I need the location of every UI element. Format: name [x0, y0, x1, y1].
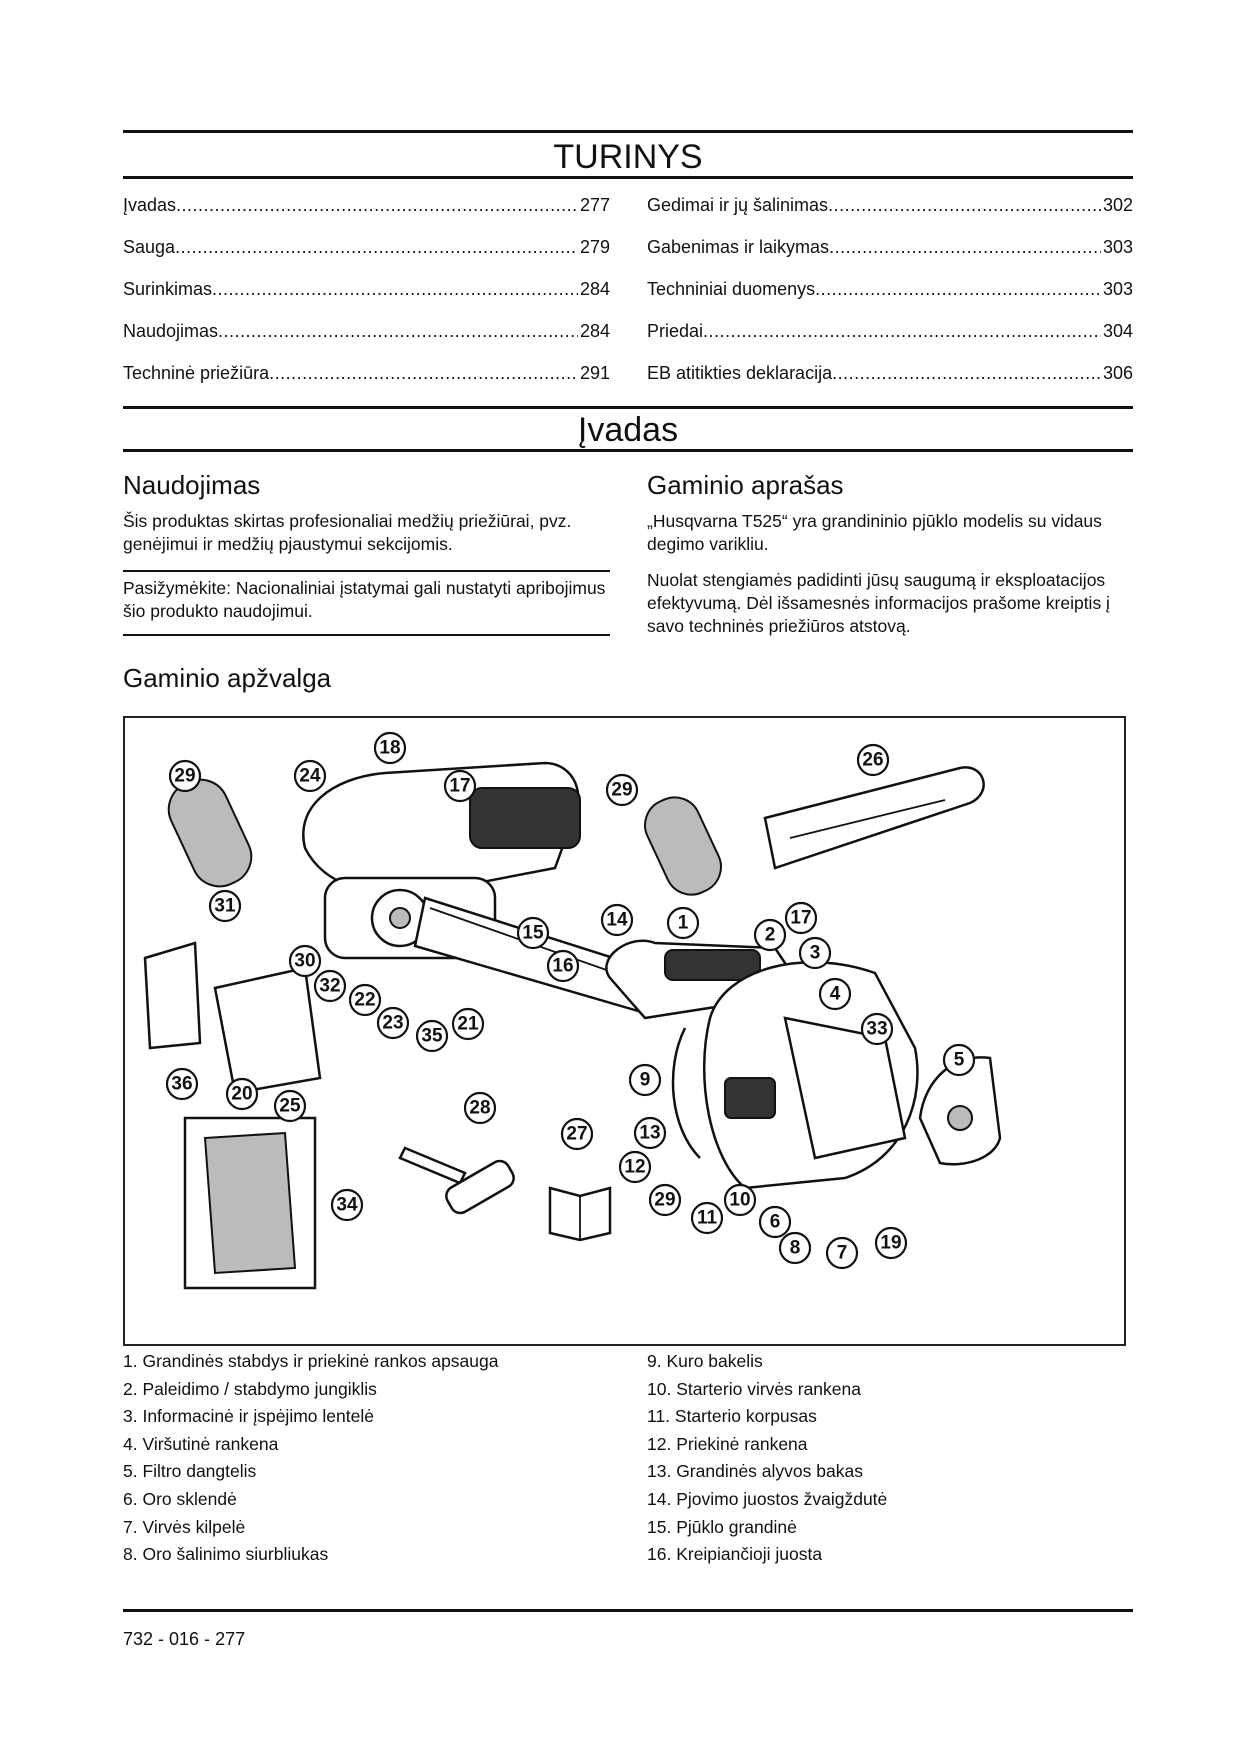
description-heading: Gaminio aprašas [647, 470, 844, 500]
callout-2 [755, 920, 785, 950]
toc-entry-page: 284 [579, 321, 610, 341]
note-top-rule [123, 570, 610, 572]
guide-bar-drawing [765, 767, 984, 868]
callout-22 [350, 985, 380, 1015]
svg-text:17: 17 [790, 907, 812, 929]
note-text: Nacionaliniai įstatymai gali nustatyti apribojimus šio produkto naudojimui. [123, 578, 606, 621]
callout-14 [602, 905, 632, 935]
toc-entry-page: 284 [579, 279, 610, 299]
overview-heading: Gaminio apžvalga [123, 663, 332, 693]
description-text-2: Nuolat stengiamės padidinti jūsų saugumą ir eksploatacijos efektyvumą. Dėl išsamesnės informacijos prašome kreiptis į savo techninės priežiūros atstovą. [647, 570, 1110, 636]
toc-entry-page: 279 [579, 237, 610, 257]
callout-29b [607, 775, 637, 805]
callout-26 [858, 745, 888, 775]
callout-1 [668, 908, 698, 938]
toc-entry-title: Techniniai duomenys [647, 279, 816, 299]
toc-entry-page: 303 [1102, 279, 1133, 299]
toc-entry-title: Įvadas [123, 195, 177, 215]
callout-34 [332, 1190, 362, 1220]
svg-text:33: 33 [866, 1018, 888, 1040]
toc-entry-title: Surinkimas [123, 279, 213, 299]
svg-text:34: 34 [336, 1194, 358, 1216]
svg-text:22: 22 [354, 989, 376, 1011]
callout-7 [827, 1238, 857, 1268]
svg-text:21: 21 [457, 1013, 479, 1035]
legend-item: 13. Grandinės alyvos bakas [647, 1461, 863, 1482]
svg-text:11: 11 [696, 1207, 718, 1229]
callout-3 [800, 938, 830, 968]
svg-text:2: 2 [764, 924, 776, 946]
toc-bottom-rule [123, 176, 1133, 179]
svg-text:3: 3 [809, 942, 821, 964]
toc-right-column [647, 194, 1133, 404]
legend-item: 10. Starterio virvės rankena [647, 1378, 861, 1399]
toc-entry-title: Priedai [647, 321, 704, 341]
chainsaw-illustration [125, 718, 1126, 1346]
grip-insert-right [636, 789, 729, 903]
callout-28 [465, 1093, 495, 1123]
legend-item: 7. Virvės kilpelė [123, 1516, 246, 1537]
svg-text:26: 26 [862, 749, 884, 771]
toc-top-rule [123, 130, 1133, 133]
legend-item: 2. Paleidimo / stabdymo jungiklis [123, 1378, 377, 1399]
svg-text:27: 27 [566, 1123, 588, 1145]
svg-text:4: 4 [829, 983, 841, 1005]
svg-text:9: 9 [639, 1069, 651, 1091]
intro-title: Įvadas [577, 411, 679, 449]
toc-entry[interactable] [123, 320, 610, 362]
svg-text:23: 23 [382, 1012, 404, 1034]
svg-text:29: 29 [654, 1189, 676, 1211]
parts-legend-left [123, 1348, 610, 1569]
toc-entry-page: 302 [1102, 195, 1133, 215]
note-bottom-rule [123, 634, 610, 636]
intro-top-rule [123, 406, 1133, 409]
svg-text:1: 1 [677, 912, 689, 934]
callout-30 [290, 946, 320, 976]
toc-entry[interactable] [123, 362, 610, 404]
svg-text:29: 29 [174, 765, 196, 787]
svg-text:7: 7 [836, 1242, 848, 1264]
toc-entry[interactable] [647, 362, 1133, 404]
chainsaw-overview-figure [123, 716, 1126, 1346]
toc-entry-title: Gedimai ir jų šalinimas [647, 195, 829, 215]
callout-20 [227, 1079, 257, 1109]
toc-entry-page: 291 [579, 363, 610, 383]
toc-entry-title: Gabenimas ir laikymas [647, 237, 830, 257]
usage-heading: Naudojimas [123, 470, 261, 500]
callout-21 [453, 1009, 483, 1039]
svg-text:20: 20 [231, 1083, 253, 1105]
callout-18 [375, 733, 405, 763]
callout-11 [692, 1203, 722, 1233]
svg-text:19: 19 [880, 1232, 902, 1254]
svg-text:16: 16 [552, 955, 574, 977]
combination-wrench-drawing [400, 1148, 517, 1217]
toc-left-column [123, 194, 610, 404]
main-saw-drawing [606, 941, 917, 1188]
svg-text:29: 29 [611, 779, 633, 801]
callout-9 [630, 1065, 660, 1095]
footer-rule [123, 1609, 1133, 1612]
svg-text:8: 8 [789, 1237, 801, 1259]
svg-text:15: 15 [522, 922, 544, 944]
svg-text:28: 28 [469, 1097, 491, 1119]
toc-entry-title: Sauga [123, 237, 176, 257]
usage-note [123, 577, 610, 623]
svg-text:24: 24 [299, 765, 321, 787]
svg-text:17: 17 [449, 775, 471, 797]
callout-12 [620, 1152, 650, 1182]
svg-text:30: 30 [294, 950, 316, 972]
description-text-1: „Husqvarna T525“ yra grandininio pjūklo modelis su vidaus degimo varikliu. [647, 511, 1102, 554]
legend-item: 14. Pjovimo juostos žvaigždutė [647, 1488, 888, 1509]
page-number: 277 [215, 1629, 246, 1649]
callout-10 [725, 1185, 755, 1215]
callout-8 [780, 1233, 810, 1263]
svg-text:32: 32 [319, 975, 341, 997]
svg-text:6: 6 [769, 1211, 781, 1233]
intro-bottom-rule [123, 449, 1133, 452]
toc-title: TURINYS [553, 138, 703, 176]
callout-17 [445, 771, 475, 801]
toc-entry[interactable] [123, 194, 610, 236]
callout-33 [862, 1014, 892, 1044]
detail-inset [185, 1118, 315, 1288]
legend-item: 16. Kreipiančioji juosta [647, 1544, 823, 1565]
legend-item: 3. Informacinė ir įspėjimo lentelė [123, 1406, 374, 1427]
note-label: Pasižymėkite: [123, 578, 231, 598]
toc-entry-page: 277 [579, 195, 610, 215]
toc-entry-title: Techninė priežiūra [123, 363, 270, 383]
parts-legend-right [647, 1348, 1133, 1569]
callout-17b [786, 903, 816, 933]
toc-entry-title: Naudojimas [123, 321, 219, 341]
toc-entry[interactable] [123, 278, 610, 320]
page-footer [123, 1628, 245, 1650]
callout-15 [518, 918, 548, 948]
callout-19 [876, 1228, 906, 1258]
callout-29 [170, 761, 200, 791]
callout-6 [760, 1207, 790, 1237]
toc-entry-page: 303 [1102, 237, 1133, 257]
callout-27 [562, 1119, 592, 1149]
svg-text:36: 36 [171, 1073, 193, 1095]
toc-entry[interactable] [647, 278, 1133, 320]
legend-item: 1. Grandinės stabdys ir priekinė rankos apsauga [123, 1351, 499, 1371]
document-code: 732 - 016 - [123, 1629, 216, 1649]
usage-text: Šis produktas skirtas profesionaliai medžių priežiūrai, pvz. genėjimui ir medžių pjaustymui sekcijomis. [123, 511, 572, 554]
legend-item: 4. Viršutinė rankena [123, 1433, 279, 1454]
svg-text:12: 12 [624, 1156, 646, 1178]
toc-entry-title: EB atitikties deklaracija [647, 363, 833, 383]
svg-text:14: 14 [606, 909, 628, 931]
callout-31 [210, 891, 240, 921]
legend-item: 8. Oro šalinimo siurbliukas [123, 1544, 329, 1565]
callout-36 [167, 1069, 197, 1099]
svg-text:13: 13 [639, 1122, 661, 1144]
svg-text:25: 25 [279, 1095, 301, 1117]
toc-entry[interactable] [123, 236, 610, 278]
legend-item: 5. Filtro dangtelis [123, 1461, 257, 1482]
toc-entry[interactable] [647, 236, 1133, 278]
callout-25 [275, 1091, 305, 1121]
callout-35 [417, 1021, 447, 1051]
grip-insert-left [160, 770, 261, 895]
callout-16 [548, 951, 578, 981]
legend-item: 12. Priekinė rankena [647, 1433, 808, 1454]
svg-text:35: 35 [421, 1025, 443, 1047]
toc-entry-page: 306 [1102, 363, 1133, 383]
callout-24 [295, 761, 325, 791]
callout-29c [650, 1185, 680, 1215]
legend-item: 15. Pjūklo grandinė [647, 1516, 797, 1537]
svg-text:18: 18 [379, 737, 401, 759]
svg-text:31: 31 [214, 895, 236, 917]
callout-32 [315, 971, 345, 1001]
toc-entry[interactable] [647, 194, 1133, 236]
top-saw-drawing [303, 763, 660, 1013]
callout-13 [635, 1118, 665, 1148]
callout-4 [820, 979, 850, 1009]
svg-text:10: 10 [729, 1189, 751, 1211]
legend-item: 6. Oro sklendė [123, 1488, 237, 1509]
callout-5 [944, 1045, 974, 1075]
manual-book-drawing [550, 1188, 610, 1240]
legend-item: 9. Kuro bakelis [647, 1351, 763, 1371]
callout-23 [378, 1008, 408, 1038]
svg-text:5: 5 [953, 1049, 965, 1071]
toc-entry[interactable] [647, 320, 1133, 362]
legend-item: 11. Starterio korpusas [647, 1406, 817, 1427]
toc-entry-page: 304 [1102, 321, 1133, 341]
